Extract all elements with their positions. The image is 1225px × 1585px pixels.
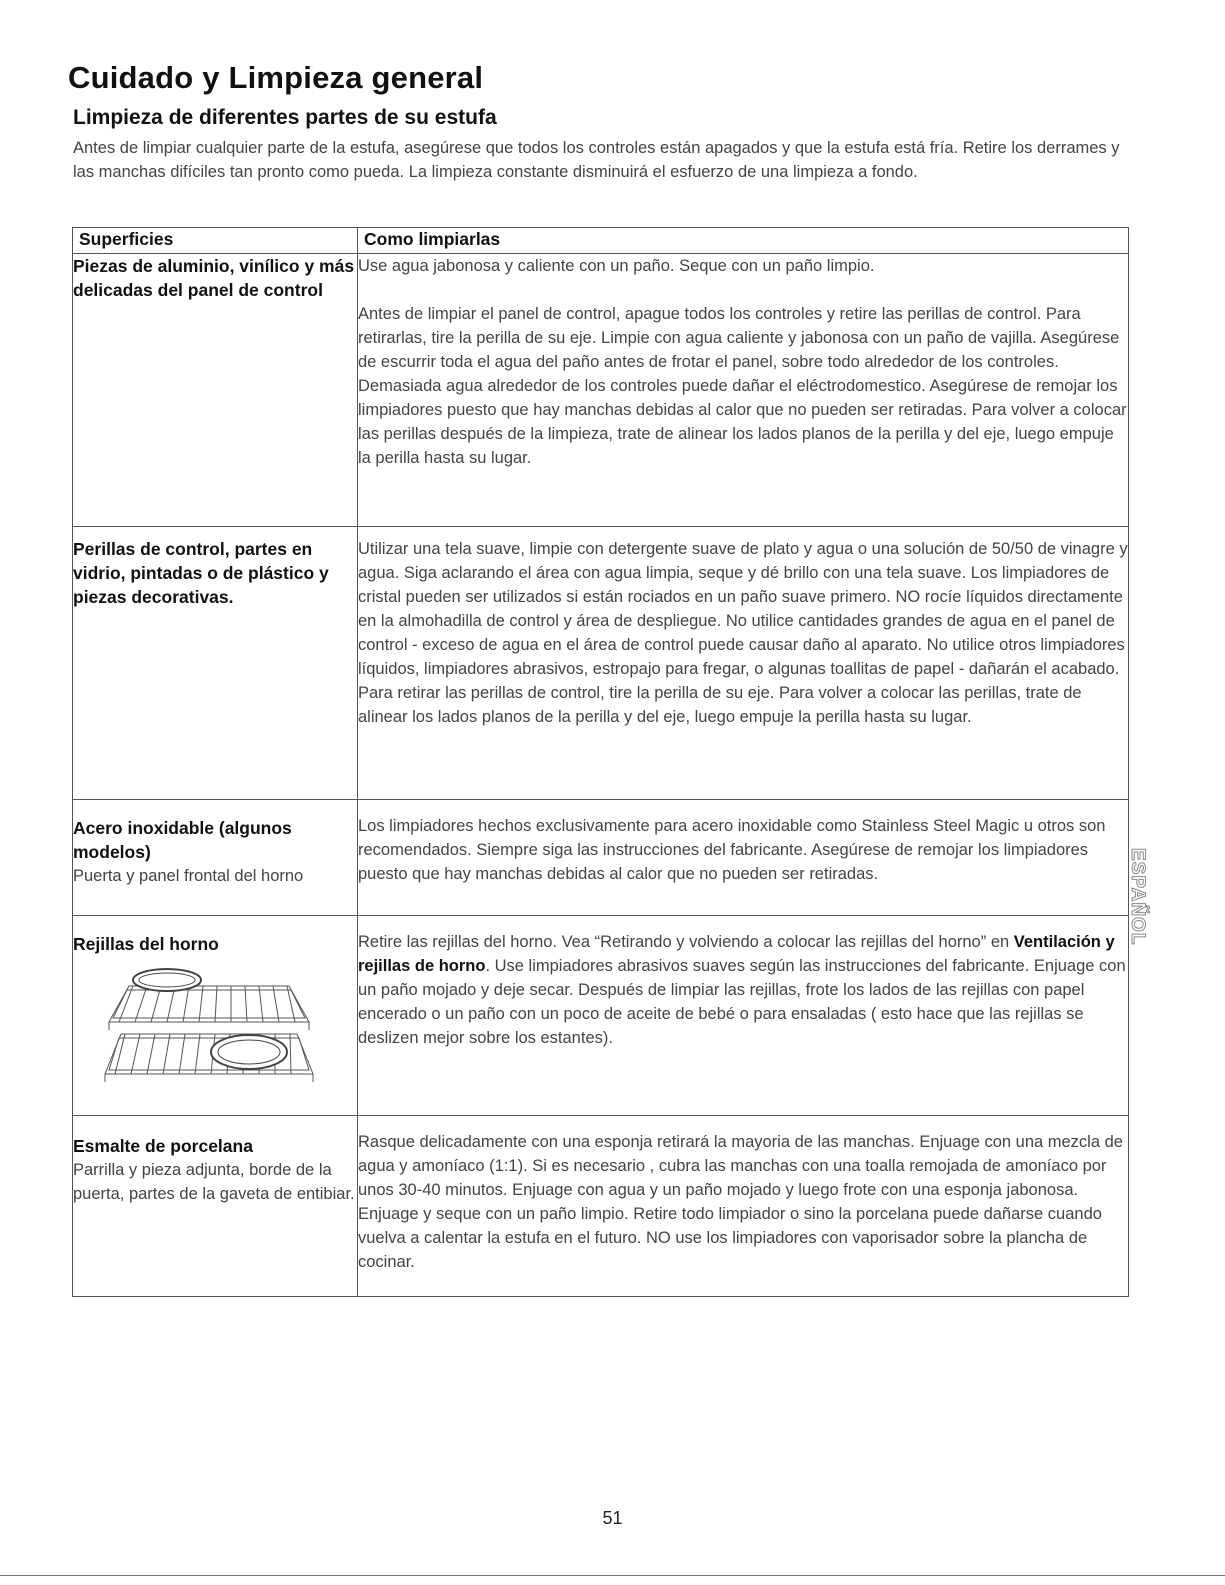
oven-rack-illustration [99, 964, 357, 1091]
method-cell [358, 916, 1129, 1116]
header-how-to-clean: Como limpiarlas [358, 228, 1129, 254]
table-row [73, 527, 1129, 800]
oven-rack-icon [99, 964, 319, 1086]
method-text-part: . Use limpiadores abrasivos suaves según las instrucciones del fabricante. Enjuage con un paño mojado y deje secar. Después de limpiar las rejillas, frote los lados de las rejillas con papel encerado o un paño con un poco de aceite de bebé o para ensaladas ( esto hace que las rejillas se deslizen mejor sobre los estantes). [358, 957, 1126, 1047]
table-row [73, 1116, 1129, 1297]
surface-name: Rejillas del horno [73, 934, 219, 954]
language-side-tab: ESPAÑOL [1127, 848, 1148, 946]
method-text: Use agua jabonosa y caliente con un paño. Seque con un paño limpio. [358, 257, 875, 275]
header-surfaces: Superficies [73, 228, 358, 254]
method-text [358, 930, 1128, 1050]
surface-cell [73, 254, 358, 527]
surface-name: Piezas de aluminio, vinílico y más delicadas del panel de control [73, 256, 355, 300]
table-row [73, 916, 1129, 1116]
page-title: Cuidado y Limpieza general [68, 60, 484, 95]
page-number: 51 [602, 1508, 623, 1528]
table-header-row [73, 228, 1129, 254]
table-row [73, 254, 1129, 527]
intro-paragraph: Antes de limpiar cualquier parte de la estufa, asegúrese que todos los controles están apagados y que la estufa está fría. Retire los derrames y las manchas difíciles tan pronto como pueda. La limpieza constante disminuirá el esfuerzo de una limpieza a fondo. [73, 139, 1120, 181]
method-text-part: Retire las rejillas del horno. Vea “Retirando y volviendo a colocar las rejillas del horno” en [358, 933, 1010, 951]
method-cell [358, 800, 1129, 916]
method-cell [358, 254, 1129, 527]
method-text: Utilizar una tela suave, limpie con detergente suave de plato y agua o una solución de 50/50 de vinagre y agua. Siga aclarando el área con agua limpia, seque y dé brillo con una tela suave. Los limpiadores de cristal pueden ser utilizados si están rociados en un paño suave primero. NO rocíe líquidos directamente en la almohadilla de control y área de despliegue. No utilice cantidades grandes de agua en el panel de control - exceso de agua en el área de control puede causar daño al aparato. No utilice otros limpiadores líquidos, limpiadores abrasivos, estropajo para fregar, o algunas toallitas de papel - dañarán el acabado. Para retirar las perillas de control, tire la perilla de su eje. Para volver a colocar las perillas, trate de alinear los lados planos de la perilla y del eje, luego empuje la perilla hasta su lugar. [358, 540, 1128, 726]
section-reference: Ventilación y rejillas de horno [358, 933, 1115, 975]
section-title: Limpieza de diferentes partes de su estufa [73, 106, 497, 129]
cleaning-table [72, 227, 1129, 1297]
page-bottom-rule [0, 1575, 1225, 1576]
table-row [73, 800, 1129, 916]
method-text: Rasque delicadamente con una esponja retirará la mayoria de las manchas. Enjuage con una mezcla de agua y amoníaco (1:1). Si es necesario , cubra las manchas con una toalla remojada de amoníaco por unos 30-40 minutos. Enjuage con agua y un paño mojado y luego frote con una esponja jabonosa. Enjuage y seque con un paño limpio. Retire todo limpiador o sino la porcelana puede dañarse cuando vuelva a calentar la estufa en el futuro. NO use los limpiadores con vaporisador sobre la plancha de cocinar. [358, 1133, 1123, 1271]
method-cell [358, 1116, 1129, 1297]
surface-detail: Puerta y panel frontal del horno [73, 867, 304, 885]
surface-cell [73, 916, 358, 1116]
surface-cell [73, 800, 358, 916]
method-text: Antes de limpiar el panel de control, apague todos los controles y retire las perillas de control. Para retirarlas, tire la perilla de su eje. Limpie con agua caliente y jabonosa con un paño de vajilla. Asegúrese de escurrir toda el agua del paño antes de frotar el panel, sobre todo alrededor de los controles. Demasiada agua alrededor de los controles puede dañar el eléctrodomestico. Asegúrese de remojar los limpiadores puesto que hay manchas debidas al calor que no pueden ser retiradas. Para volver a colocar las perillas después de la limpieza, trate de alinear los lados planos de la perilla y del eje, luego empuje la perilla hasta su lugar. [358, 305, 1127, 467]
method-cell [358, 527, 1129, 800]
surface-name: Esmalte de porcelana [73, 1136, 253, 1156]
surface-name: Perillas de control, partes en vidrio, pintadas o de plástico y piezas decorativas. [73, 539, 329, 607]
surface-cell [73, 1116, 358, 1297]
surface-detail: Parrilla y pieza adjunta, borde de la puerta, partes de la gaveta de entibiar. [73, 1161, 355, 1203]
method-text: Los limpiadores hechos exclusivamente para acero inoxidable como Stainless Steel Magic u otros son recomendados. Siempre siga las instrucciones del fabricante. Asegúrese de remojar los limpiadores puesto que hay manchas debidas al calor que no pueden ser retiradas. [358, 817, 1106, 883]
surface-name: Acero inoxidable (algunos modelos) [73, 818, 292, 862]
surface-cell [73, 527, 358, 800]
